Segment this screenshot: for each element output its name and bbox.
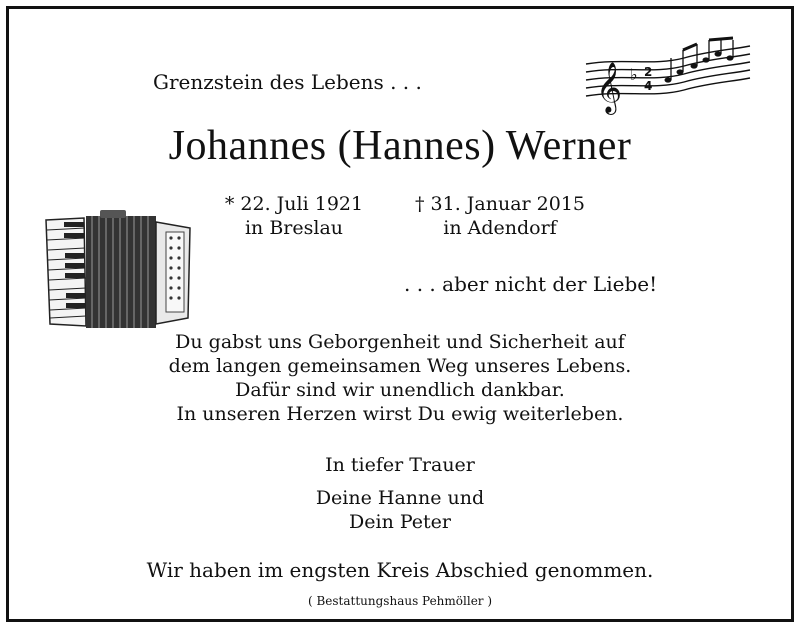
intro-text: Grenzstein des Lebens . . . [153, 70, 422, 94]
signer-line: Deine Hanne und [315, 487, 485, 509]
death-info [410, 192, 590, 240]
deceased-name: Johannes (Hannes) Werner [168, 123, 632, 169]
svg-text:♭: ♭ [630, 65, 638, 84]
death-place: in Adendorf [443, 217, 557, 239]
svg-text:4: 4 [644, 79, 653, 93]
music-notes-icon [584, 36, 752, 116]
accordion-icon [44, 208, 194, 332]
mourning-line: In tiefer Trauer [325, 454, 475, 476]
birth-info [214, 192, 374, 240]
svg-text:2: 2 [644, 65, 653, 79]
verse-line: dem langen gemeinsamen Weg unseres Lebens. [168, 355, 632, 377]
svg-text:𝄞: 𝄞 [596, 62, 623, 113]
signers-block [0, 486, 800, 534]
signer-line: Dein Peter [349, 511, 451, 533]
birth-place: in Breslau [244, 217, 344, 239]
birth-date: * 22. Juli 1921 [224, 193, 364, 215]
continuation-text: . . . aber nicht der Liebe! [404, 272, 658, 296]
verse-block [0, 330, 800, 426]
verse-line: Dafür sind wir unendlich dankbar. [235, 379, 565, 401]
farewell-text: Wir haben im engsten Kreis Abschied genommen. [146, 558, 654, 582]
verse-line: In unseren Herzen wirst Du ewig weiterleben. [176, 403, 624, 425]
verse-line: Du gabst uns Geborgenheit und Sicherheit auf [175, 331, 625, 353]
death-date: † 31. Januar 2015 [414, 193, 586, 215]
undertaker-credit: ( Bestattungshaus Pehmöller ) [307, 594, 493, 608]
